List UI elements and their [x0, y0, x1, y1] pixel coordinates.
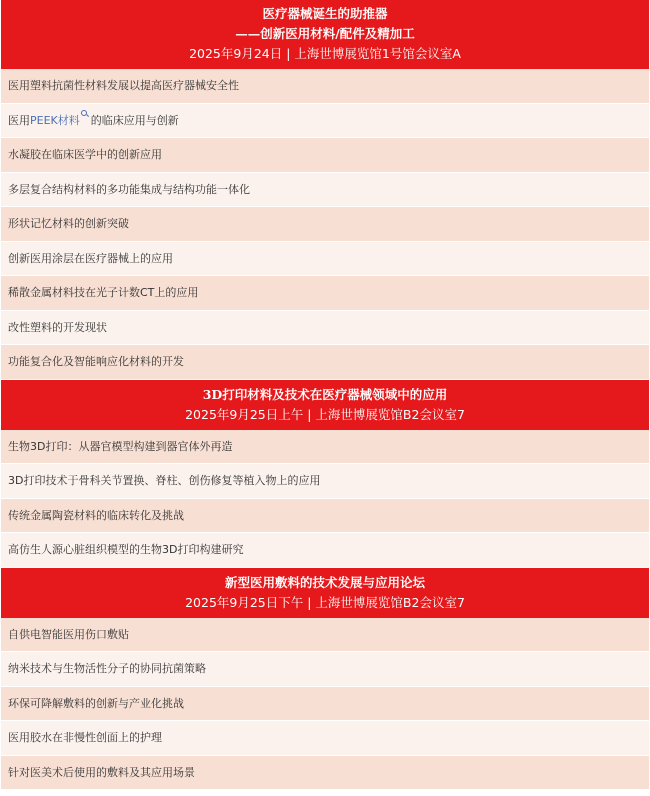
- list-item-text: 的临床应用与创新: [90, 113, 179, 127]
- section-title: 新型医用敷料的技术发展与应用论坛: [224, 574, 425, 590]
- list-item: 纳米技术与生物活性分子的协同抗菌策略: [1, 652, 649, 687]
- section-date-venue: 2025年9月24日 | 上海世博展览馆1号馆会议室A: [189, 46, 461, 61]
- list-item: 针对医美术后使用的敷料及其应用场景: [1, 756, 649, 791]
- list-item: 改性塑料的开发现状: [1, 311, 649, 346]
- list-item: 医用胶水在非慢性创面上的护理: [1, 721, 649, 756]
- list-item: 自供电智能医用伤口敷贴: [1, 618, 649, 653]
- list-item: 环保可降解敷料的创新与产业化挑战: [1, 687, 649, 722]
- agenda: [1, 0, 649, 790]
- list-item: 功能复合化及智能响应化材料的开发: [1, 345, 649, 380]
- section-title: 3D打印材料及技术在医疗器械领域中的应用: [202, 386, 448, 402]
- list-item: 稀散金属材料技在光子计数CT上的应用: [1, 276, 649, 311]
- section-header-1: [1, 0, 649, 69]
- list-item: 医用塑料抗菌性材料发展以提高医疗器械安全性: [1, 69, 649, 104]
- list-item: 形状记忆材料的创新突破: [1, 207, 649, 242]
- list-item: 高仿生人源心脏组织模型的生物3D打印构建研究: [1, 533, 649, 568]
- search-icon[interactable]: [81, 110, 89, 120]
- list-item: 多层复合结构材料的多功能集成与结构功能一体化: [1, 173, 649, 208]
- section-date-venue: 2025年9月25日下午 | 上海世博展览馆B2会议室7: [185, 594, 465, 610]
- list-item: 传统金属陶瓷材料的临床转化及挑战: [1, 499, 649, 534]
- list-item: 创新医用涂层在医疗器械上的应用: [1, 242, 649, 277]
- section-title: 医疗器械诞生的助推器: [262, 6, 388, 21]
- section-header-2: [1, 380, 649, 430]
- section-header-3: [1, 568, 649, 618]
- list-item-text: 医用: [8, 113, 30, 127]
- list-item: 水凝胶在临床医学中的创新应用: [1, 138, 649, 173]
- section-subtitle: ——创新医用材料/配件及精加工: [235, 26, 415, 41]
- list-item: 3D打印技术于骨科关节置换、脊柱、创伤修复等植入物上的应用: [1, 464, 649, 499]
- list-item: 生物3D打印：从器官模型构建到器官体外再造: [1, 430, 649, 465]
- peek-material-link[interactable]: PEEK材料: [30, 113, 80, 127]
- list-item: [1, 104, 649, 139]
- section-date-venue: 2025年9月25日上午 | 上海世博展览馆B2会议室7: [185, 406, 465, 422]
